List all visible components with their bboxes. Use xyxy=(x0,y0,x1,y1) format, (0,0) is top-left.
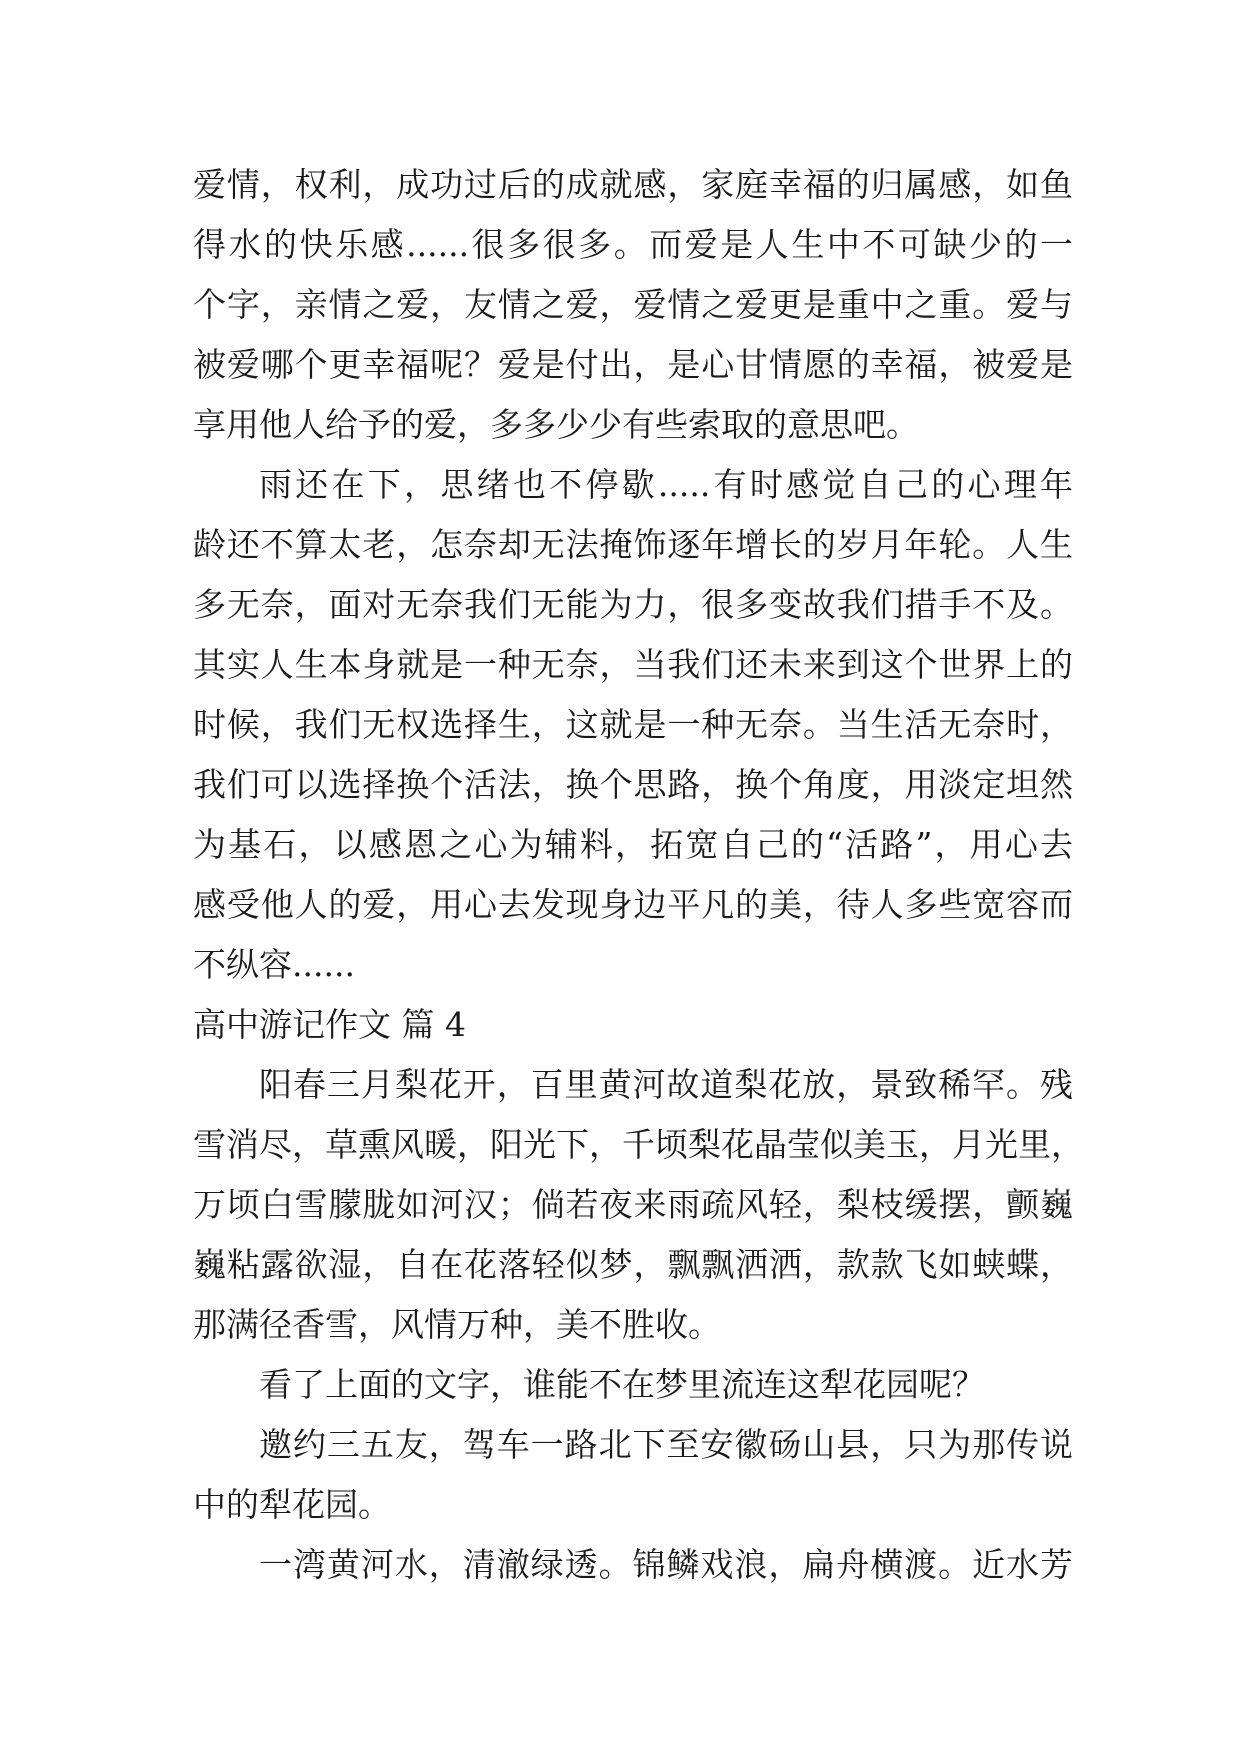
text-line: 不纵容...... xyxy=(193,945,355,984)
text-line: 为基石，以感恩之心为辅料，拓宽自己的“活路”，用心去 xyxy=(193,825,1073,864)
text-line: 一湾黄河水，清澈绿透。锦鳞戏浪，扁舟横渡。近水芳 xyxy=(259,1545,1073,1584)
text-line: 多无奈，面对无奈我们无能为力，很多变故我们措手不及。 xyxy=(193,585,1073,624)
text-line: 享用他人给予的爱，多多少少有些索取的意思吧。 xyxy=(193,405,919,444)
text-line: 中的犁花园。 xyxy=(193,1485,391,1524)
text-line: 龄还不算太老，怎奈却无法掩饰逐年增长的岁月年轮。人生 xyxy=(193,525,1073,564)
text-line: 时候，我们无权选择生，这就是一种无奈。当生活无奈时， xyxy=(193,705,1073,744)
text-line: 个字，亲情之爱，友情之爱，爱情之爱更是重中之重。爱与 xyxy=(193,285,1073,324)
text-line: 雪消尽，草熏风暖，阳光下，千顷梨花晶莹似美玉，月光里， xyxy=(193,1125,1084,1164)
text-line: 那满径香雪，风情万种，美不胜收。 xyxy=(193,1305,721,1344)
text-line: 爱情，权利，成功过后的成就感，家庭幸福的归属感，如鱼 xyxy=(193,165,1073,204)
text-line: 得水的快乐感......很多很多。而爱是人生中不可缺少的一 xyxy=(193,225,1073,264)
text-line: 看了上面的文字，谁能不在梦里流连这犁花园呢？ xyxy=(259,1365,985,1404)
text-line: 感受他人的爱，用心去发现身边平凡的美，待人多些宽容而 xyxy=(193,885,1073,924)
text-line: 阳春三月梨花开，百里黄河故道梨花放，景致稀罕。残 xyxy=(259,1065,1073,1104)
text-line: 被爱哪个更幸福呢？爱是付出，是心甘情愿的幸福，被爱是 xyxy=(193,345,1073,384)
text-line: 万顷白雪朦胧如河汉；倘若夜来雨疏风轻，梨枝缓摆，颤巍 xyxy=(193,1185,1073,1224)
text-line: 邀约三五友，驾车一路北下至安徽砀山县，只为那传说 xyxy=(259,1425,1073,1464)
text-line: 其实人生本身就是一种无奈，当我们还未来到这个世界上的 xyxy=(193,645,1073,684)
text-line: 巍粘露欲湿，自在花落轻似梦，飘飘洒洒，款款飞如蛱蝶， xyxy=(193,1245,1073,1284)
text-line: 我们可以选择换个活法，换个思路，换个角度，用淡定坦然 xyxy=(193,765,1073,804)
text-line: 雨还在下，思绪也不停歇.....有时感觉自己的心理年 xyxy=(259,465,1073,504)
article-body xyxy=(193,155,1084,1595)
section-heading: 高中游记作文 篇 4 xyxy=(193,1005,466,1044)
